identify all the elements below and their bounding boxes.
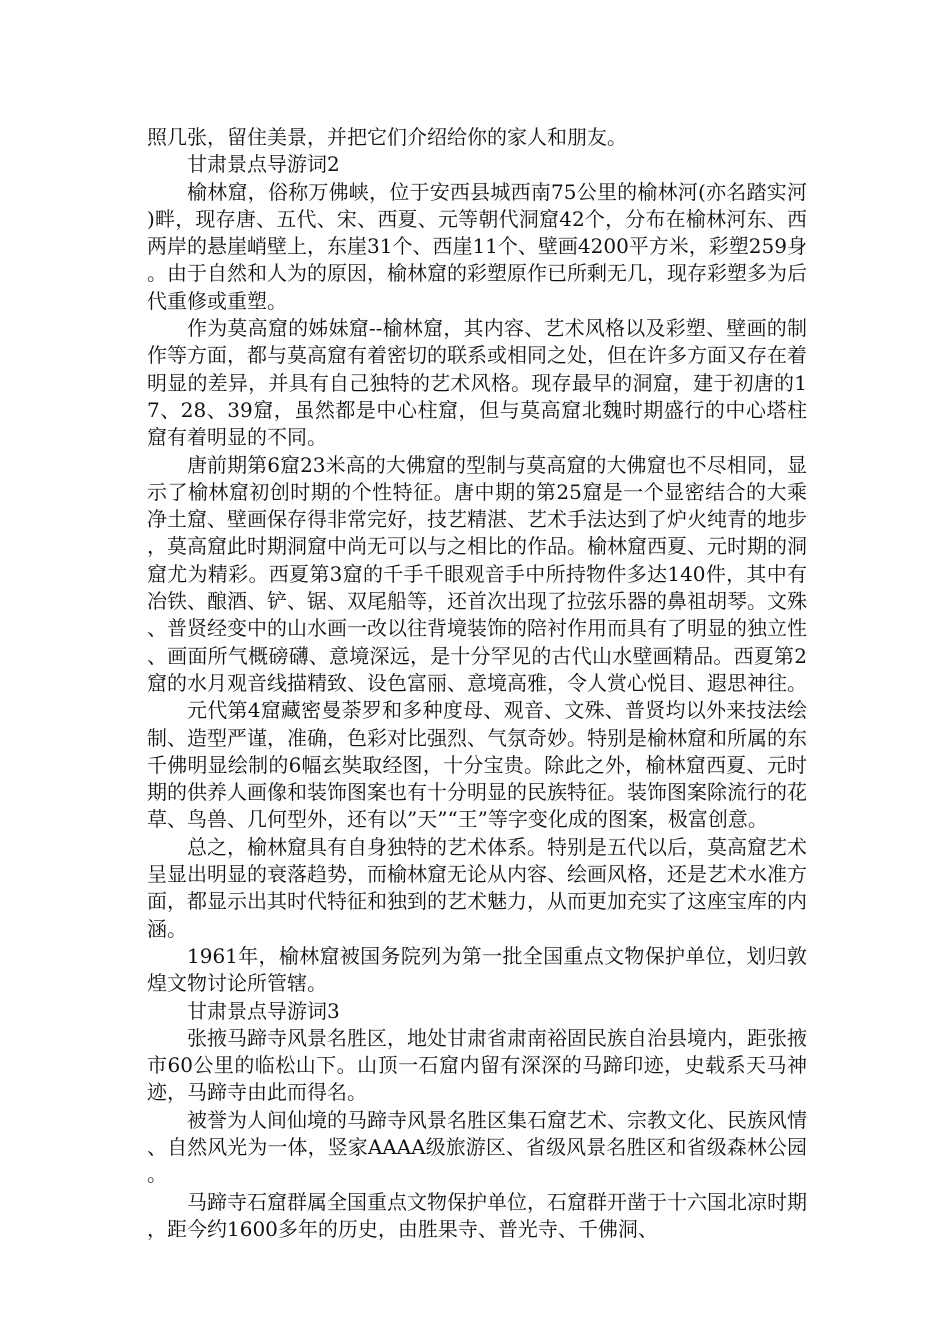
document-body bbox=[147, 124, 807, 1243]
paragraph: 马蹄寺石窟群属全国重点文物保护单位，石窟群开凿于十六国北凉时期，距今约1600多年的历史，由胜果寺、普光寺、千佛洞、 bbox=[147, 1189, 807, 1241]
section-heading-2: 甘肃景点导游词2 bbox=[187, 152, 340, 177]
paragraph: 张掖马蹄寺风景名胜区，地处甘肃省肃南裕固民族自治县境内，距张掖市60公里的临松山下。山顶一石窟内留有深深的马蹄印迹，史载系天马神迹，马蹄寺由此而得名。 bbox=[147, 1025, 807, 1105]
paragraph: 被誉为人间仙境的马蹄寺风景名胜区集石窟艺术、宗教文化、民族风情、自然风光为一体，竖家AAAA级旅游区、省级风景名胜区和省级森林公园。 bbox=[147, 1107, 807, 1187]
paragraph: 作为莫高窟的姊妹窟--榆林窟，其内容、艺术风格以及彩塑、壁画的制作等方面，都与莫高窟有着密切的联系或相同之处，但在许多方面又存在着明显的差异，并具有自己独特的艺术风格。现存最早的洞窟，建于初唐的17、28、39窟，虽然都是中心柱窟，但与莫高窟北魏时期盛行的中心塔柱窟有着明显的不同。 bbox=[147, 316, 807, 450]
paragraph: 总之，榆林窟具有自身独特的艺术体系。特别是五代以后，莫高窟艺术呈显出明显的衰落趋势，而榆林窟无论从内容、绘画风格，还是艺术水准方面，都显示出其时代特征和独到的艺术魅力，从而更加充实了这座宝库的内涵。 bbox=[147, 834, 807, 941]
paragraph-continuation: 照几张，留住美景，并把它们介绍给你的家人和朋友。 bbox=[147, 125, 627, 149]
paragraph: 1961年，榆林窟被国务院列为第一批全国重点文物保护单位，划归敦煌文物讨论所管辖。 bbox=[147, 943, 807, 996]
paragraph: 唐前期第6窟23米高的大佛窟的型制与莫高窟的大佛窟也不尽相同，显示了榆林窟初创时期的个性特征。唐中期的第25窟是一个显密结合的大乘净土窟、壁画保存得非常完好，技艺精湛、艺术手法达到了炉火纯青的地步，莫高窟此时期洞窟中尚无可以与之相比的作品。榆林窟西夏、元时期的洞窟尤为精彩。西夏第3窟的千手千眼观音手中所持物件多达140件，其中有冶铁、酿酒、铲、锯、双尾船等，还首次出现了拉弦乐器的鼻祖胡琴。文殊、普贤经变中的山水画一改以往背境装饰的陪衬作用而具有了明显的独立性、画面所气概磅礴、意境深远，是十分罕见的古代山水壁画精品。西夏第2窟的水月观音线描精致、设色富丽、意境高雅，令人赏心悦目、遐思神往。 bbox=[147, 452, 807, 695]
paragraph: 元代第4窟藏密曼荼罗和多种度母、观音、文殊、普贤均以外来技法绘制、造型严谨，准确，色彩对比强烈、气氛奇妙。特别是榆林窟和所属的东千佛明显绘制的6幅玄奘取经图，十分宝贵。除此之外，榆林窟西夏、元时期的供养人画像和装饰图案也有十分明显的民族特征。装饰图案除流行的花草、鸟兽、几何型外，还有以”天”“王”等字变化成的图案，极富创意。 bbox=[147, 698, 807, 832]
section-heading-3: 甘肃景点导游词3 bbox=[187, 998, 340, 1023]
paragraph: 榆林窟，俗称万佛峡，位于安西县城西南75公里的榆林河(亦名踏实河)畔，现存唐、五代、宋、西夏、元等朝代洞窟42个，分布在榆林河东、西两岸的悬崖峭壁上，东崖31个、西崖11个、壁画4200平方米，彩塑259身。由于自然和人为的原因，榆林窟的彩塑原作已所剩无几，现存彩塑多为后代重修或重塑。 bbox=[147, 179, 807, 313]
